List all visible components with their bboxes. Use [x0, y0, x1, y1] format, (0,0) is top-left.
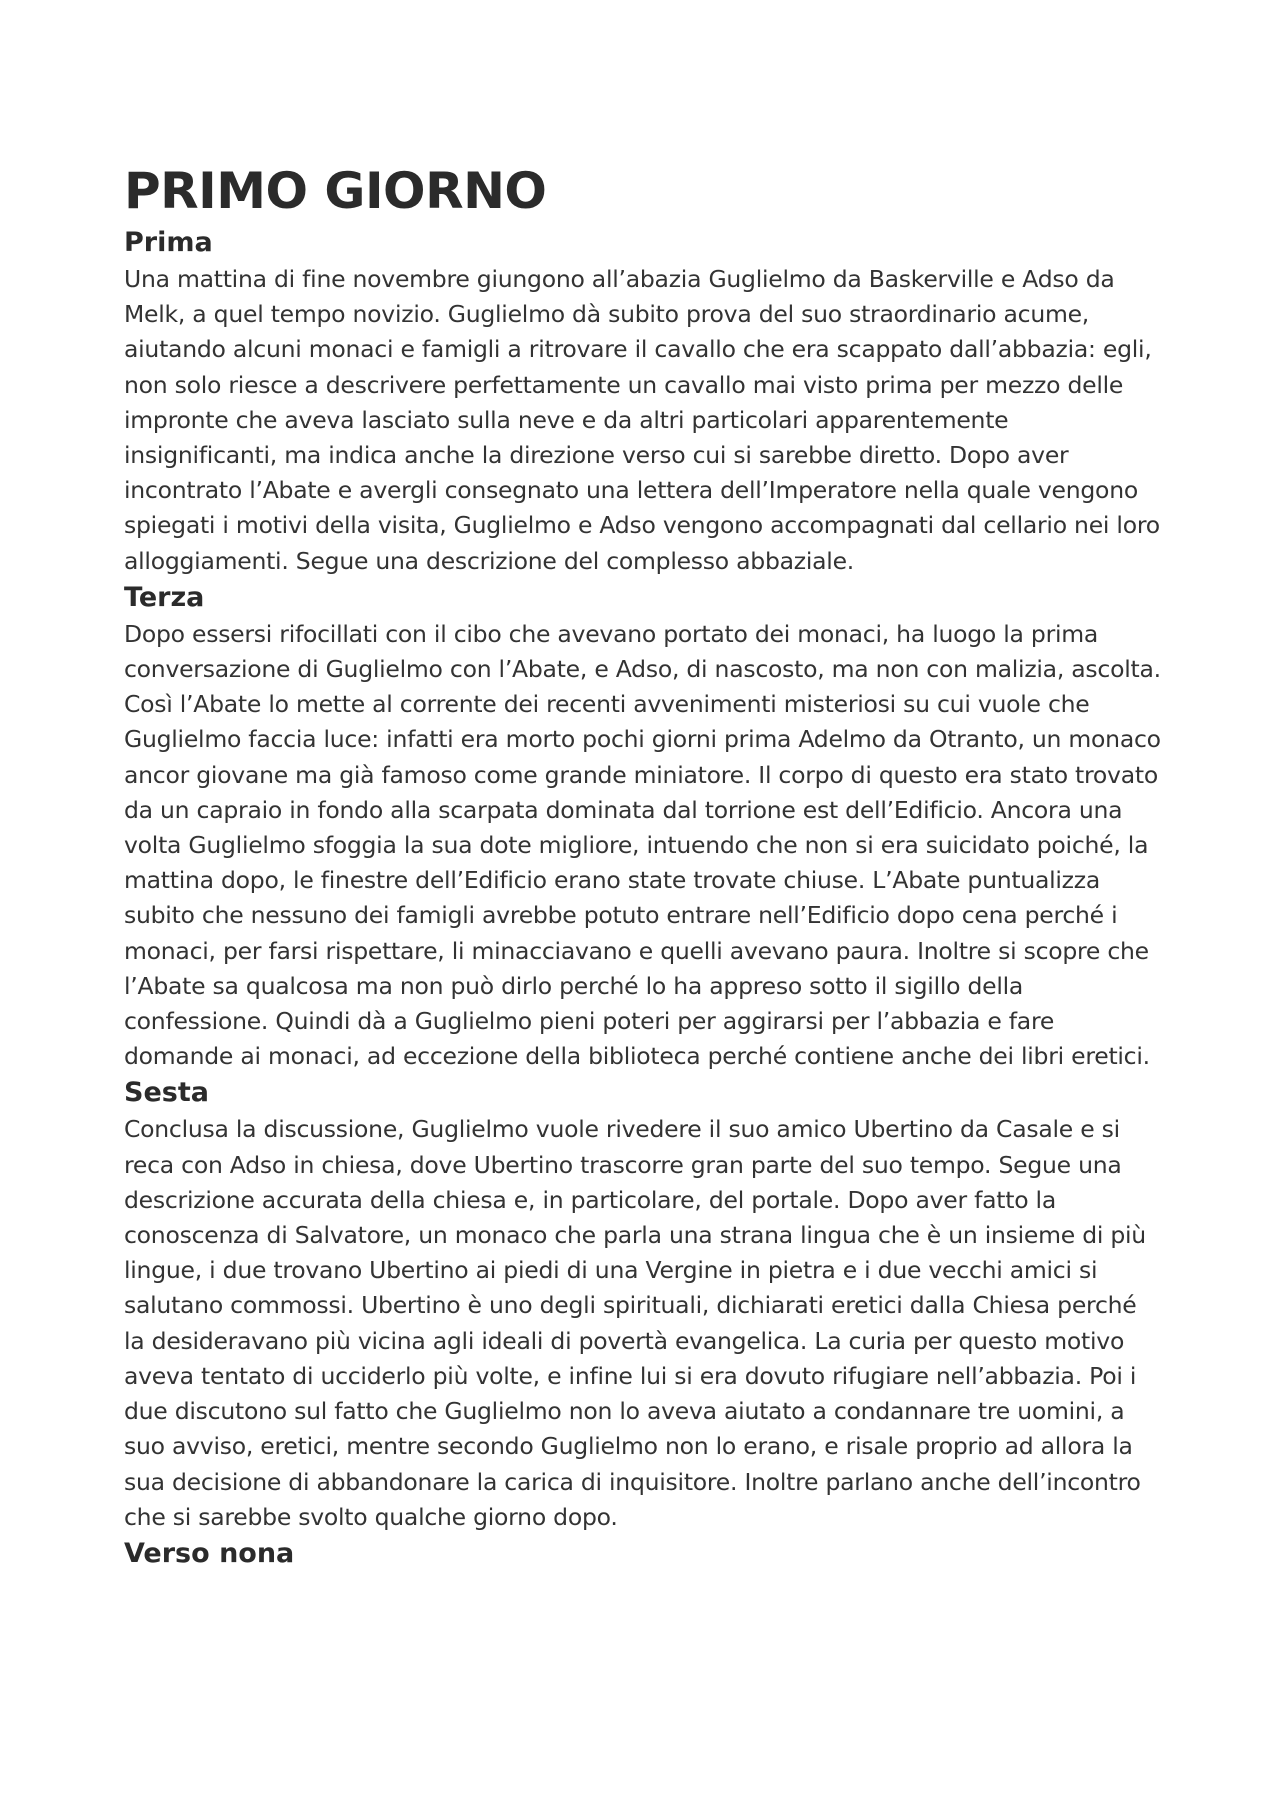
section-body-terza: Dopo essersi rifocillati con il cibo che avevano portato dei monaci, ha luogo la prima conversazione di Guglielmo con l’Abate, e Adso, di nascosto, ma non con malizia, ascolta. Così l’Abate lo mette al corrente dei recenti avvenimenti misteriosi su cui vuole che Guglielmo faccia luce: infatti era morto pochi giorni prima Adelmo da Otranto, un monaco ancor giovane ma già famoso come grande miniatore. Il corpo di questo era stato trovato da un capraio in fondo alla scarpata dominata dal torrione est dell’Edificio. Ancora una volta Guglielmo sfoggia la sua dote migliore, intuendo che non si era suicidato poiché, la mattina dopo, le finestre dell’Edificio erano state trovate chiuse. L’Abate puntualizza subito che nessuno dei famigli avrebbe potuto entrare nell’Edificio dopo cena perché i monaci, per farsi rispettare, li minacciavano e quelli avevano paura. Inoltre si scopre che l’Abate sa qualcosa ma non può dirlo perché lo ha appreso sotto il sigillo della confessione. Quindi dà a Guglielmo pieni poteri per aggirarsi per l’abbazia e fare domande ai monaci, ad eccezione della biblioteca perché contiene anche dei libri eretici.: [124, 619, 1161, 1071]
section-terza: [124, 579, 1164, 1075]
section-verso-nona: [124, 1535, 1164, 1573]
document-title: PRIMO GIORNO: [124, 162, 547, 220]
section-prima: [124, 224, 1164, 579]
section-heading-verso-nona: Verso nona: [124, 1537, 295, 1569]
document-page: [124, 158, 1164, 1573]
section-heading-sesta: Sesta: [124, 1077, 209, 1109]
section-sesta: [124, 1074, 1164, 1534]
section-body-sesta: Conclusa la discussione, Guglielmo vuole rivedere il suo amico Ubertino da Casale e si reca con Adso in chiesa, dove Ubertino trascorre gran parte del suo tempo. Segue una descrizione accurata della chiesa e, in particolare, del portale. Dopo aver fatto la conoscenza di Salvatore, un monaco che parla una strana lingua che è un insieme di più lingue, i due trovano Ubertino ai piedi di una Vergine in pietra e i due vecchi amici si salutano commossi. Ubertino è uno degli spirituali, dichiarati eretici dalla Chiesa perché la desideravano più vicina agli ideali di povertà evangelica. La curia per questo motivo aveva tentato di ucciderlo più volte, e infine lui si era dovuto rifugiare nell’abbazia. Poi i due discutono sul fatto che Guglielmo non lo aveva aiutato a condannare tre uomini, a suo avviso, eretici, mentre secondo Guglielmo non lo erano, e risale proprio ad allora la sua decisione di abbandonare la carica di inquisitore. Inoltre parlano anche dell’incontro che si sarebbe svolto qualche giorno dopo.: [124, 1115, 1146, 1531]
section-heading-terza: Terza: [124, 581, 205, 613]
section-body-prima: Una mattina di fine novembre giungono all’abazia Guglielmo da Baskerville e Adso da Melk, a quel tempo novizio. Guglielmo dà subito prova del suo straordinario acume, aiutando alcuni monaci e famigli a ritrovare il cavallo che era scappato dall’abbazia: egli, non solo riesce a descrivere perfettamente un cavallo mai visto prima per mezzo delle impronte che aveva lasciato sulla neve e da altri particolari apparentemente insignificanti, ma indica anche la direzione verso cui si sarebbe diretto. Dopo aver incontrato l’Abate e avergli consegnato una lettera dell’Imperatore nella quale vengono spiegati i motivi della visita, Guglielmo e Adso vengono accompagnati dal cellario nei loro alloggiamenti. Segue una descrizione del complesso abbaziale.: [124, 265, 1160, 575]
section-heading-prima: Prima: [124, 227, 213, 258]
